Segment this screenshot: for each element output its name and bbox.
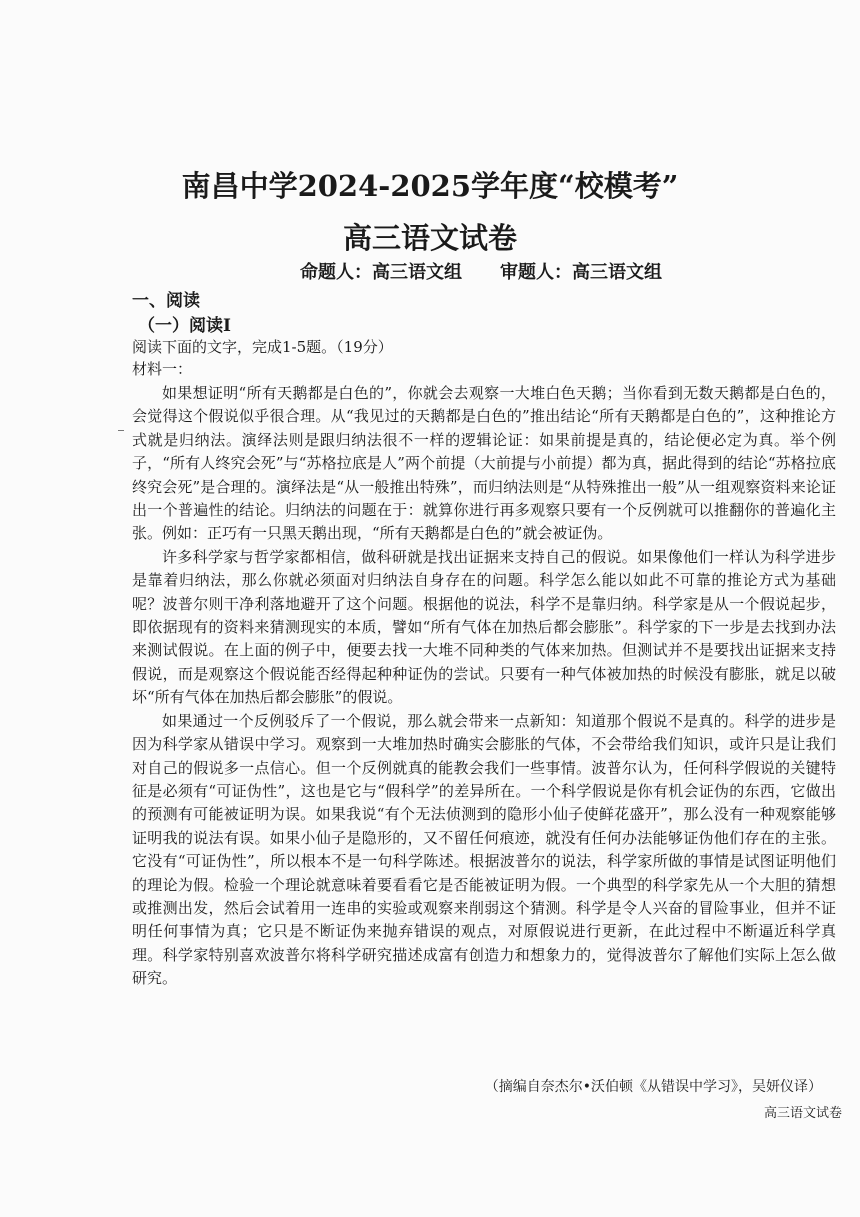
setter-label: 命题人：高三语文组	[300, 262, 462, 283]
page-footer: 高三语文试卷	[763, 1106, 842, 1121]
margin-mark	[118, 430, 124, 431]
paragraph: 许多科学家与哲学家都相信，做科研就是找出证据来支持自己的假说。如果像他们一样认为科学进步是靠着归纳法，那么你就必须面对归纳法自身存在的问题。科学怎么能以如此不可靠的推论方式为基础呢？波普尔则干净利落地避开了这个问题。根据他的说法，科学不是靠归纳。科学家是从一个假说起步，即依据现有的资料来猜测现实的本质，譬如“所有气体在加热后都会膨胀”。科学家的下一步是去找到办法来测试假说。在上面的例子中，便要去找一大堆不同种类的气体来加热。但测试并不是要找出证据来支持假说，而是观察这个假说能否经得起种种证伪的尝试。只要有一种气体被加热的时候没有膨胀，就足以破坏“所有气体在加热后都会膨胀”的假说。	[132, 547, 836, 707]
exam-title: 南昌中学2024-2025学年度“校模考”	[181, 169, 679, 203]
paragraph: 如果通过一个反例驳斥了一个假说，那么就会带来一点新知：知道那个假说不是真的。科学的进步是因为科学家从错误中学习。观察到一大堆加热时确实会膨胀的气体，不会带给我们知识，或许只是让我们对自己的假说多一点信心。但一个反例就真的能教会我们一些事情。波普尔认为，任何科学假说的关键特征是必须有“可证伪性”，这也是它与“假科学”的差异所在。一个科学假说是你有机会证伪的东西，它做出的预测有可能被证明为误。如果我说“有个无法侦测到的隐形小仙子使鲜花盛开”，那么没有一种观察能够证明我的说法有误。如果小仙子是隐形的，又不留任何痕迹，就没有任何办法能够证伪他们存在的主张。它没有“可证伪性”，所以根本不是一句科学陈述。根据波普尔的说法，科学家所做的事情是试图证明他们的理论为假。检验一个理论就意味着要看看它是否能被证明为假。一个典型的科学家先从一个大胆的猜想或推测出发，然后会试着用一连串的实验或观察来削弱这个猜测。科学是令人兴奋的冒险事业，但并不证明任何事情为真；它只是不断证伪来抛弃错误的观点，对原假说进行更新，在此过程中不断逼近科学真理。科学家特别喜欢波普尔将科学研究描述成富有创造力和想象力的，觉得波普尔了解他们实际上怎么做研究。	[132, 711, 836, 988]
section-heading: 一、阅读	[132, 291, 200, 311]
source-citation: （摘编自奈杰尔•沃伯顿《从错误中学习》，吴妍仪译）	[484, 1079, 822, 1095]
reading-passage	[132, 382, 836, 991]
exam-subtitle: 高三语文试卷	[342, 221, 517, 255]
paragraph: 如果想证明“所有天鹅都是白色的”，你就会去观察一大堆白色天鹅；当你看到无数天鹅都是白色的，会觉得这个假说似乎很合理。从“我见过的天鹅都是白色的”推出结论“所有天鹅都是白色的”，这种推论方式就是归纳法。演绎法则是跟归纳法很不一样的逻辑论证：如果前提是真的，结论便必定为真。举个例子，“所有人终究会死”与“苏格拉底是人”两个前提（大前提与小前提）都为真，据此得到的结论“苏格拉底终究会死”是合理的。演绎法是“从一般推出特殊”，而归纳法则是“从特殊推出一般”从一组观察资料来论证出一个普遍性的结论。归纳法的问题在于：就算你进行再多观察只要有一个反例就可以推翻你的普遍化主张。例如：正巧有一只黑天鹅出现，“所有天鹅都是白色的”就会被证伪。	[132, 384, 836, 543]
material-label: 材料一：	[132, 360, 193, 378]
instruction-text: 阅读下面的文字，完成1-5题。（19分）	[132, 338, 393, 356]
subsection-heading: （一）阅读Ⅰ	[138, 316, 231, 336]
reviewer-label: 审题人：高三语文组	[500, 262, 662, 283]
authors-line	[300, 258, 662, 284]
